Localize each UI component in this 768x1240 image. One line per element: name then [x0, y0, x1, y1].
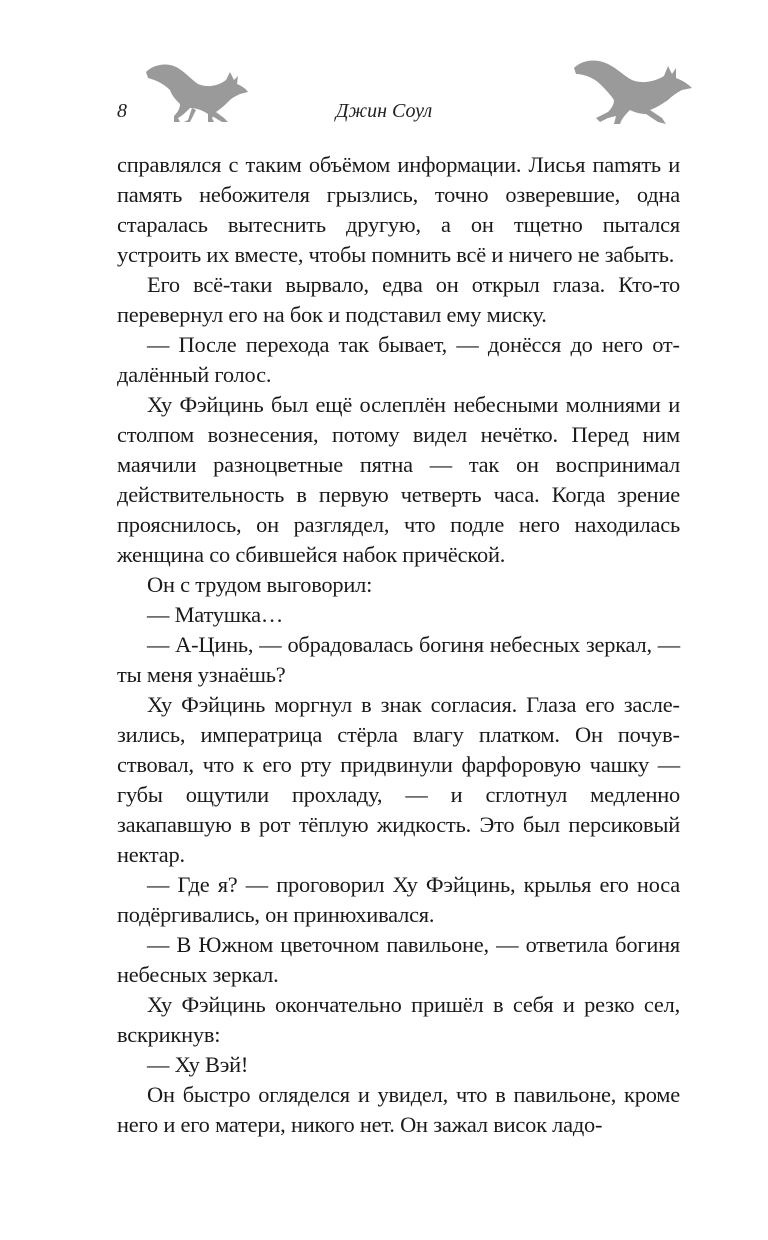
paragraph: — В Южном цветочном павильоне, — ответила богиня небесных зеркал. — [117, 932, 680, 987]
paragraph: — Ху Вэй! — [147, 1052, 249, 1077]
paragraph: — Матушка… — [147, 602, 284, 627]
paragraph: Он быстро огляделся и увидел, что в павильоне, кроме него и его матери, никого нет. Он зажал висок ладо- — [117, 1082, 680, 1137]
fox-leaping-icon — [572, 56, 694, 126]
page-number: 8 — [117, 100, 127, 122]
running-title: Джин Соул — [335, 100, 433, 122]
paragraph: — А-Цинь, — обрадовалась богиня небесных зеркал, — ты меня узнаёшь? — [117, 632, 680, 687]
paragraph: Он с трудом выговорил: — [147, 572, 373, 597]
paragraph: — После перехода так бывает, — донёсся до него отдалённый голос. — [117, 332, 680, 387]
paragraph: — Где я? — проговорил Ху Фэйцинь, крылья его носа подёргивались, он принюхивался. — [117, 872, 680, 927]
paragraph: Ху Фэйцинь моргнул в знак согласия. Глаза его заслезились, императрица стёрла влагу платком. Он почувствовал, что к его рту придвинули фарфоровую чашку — губы ощутили прохладу, — и сглотнул медленно закапавшую в рот тёплую жидкость. Это был персиковый нектар. — [117, 692, 680, 867]
paragraph: Ху Фэйцинь окончательно пришёл в себя и резко сел, вскрикнув: — [117, 992, 680, 1047]
paragraph: Ху Фэйцинь был ещё ослеплён небесными молниями и столпом вознесения, потому видел нечётко. Перед ним маячили разноцветные пятна — так он воспринимал действительность в первую четверть часа. Когда зрение прояснилось, он разглядел, что подле него находилась женщина со сбившейся набок причёской. — [117, 392, 680, 567]
body-text — [117, 150, 680, 1140]
paragraph: справлялся с таким объёмом информации. Лисья паmять и память небожителя грызлись, точно озверевшие, одна старалась вытеснить другую, а он тщетно пытался устроить их вместе, чтобы помнить всё и ничего не забыть. — [117, 152, 680, 267]
paragraph: Его всё-таки вырвало, едва он открыл глаза. Кто-то перевернул его на бок и подставил ему миску. — [117, 272, 680, 327]
